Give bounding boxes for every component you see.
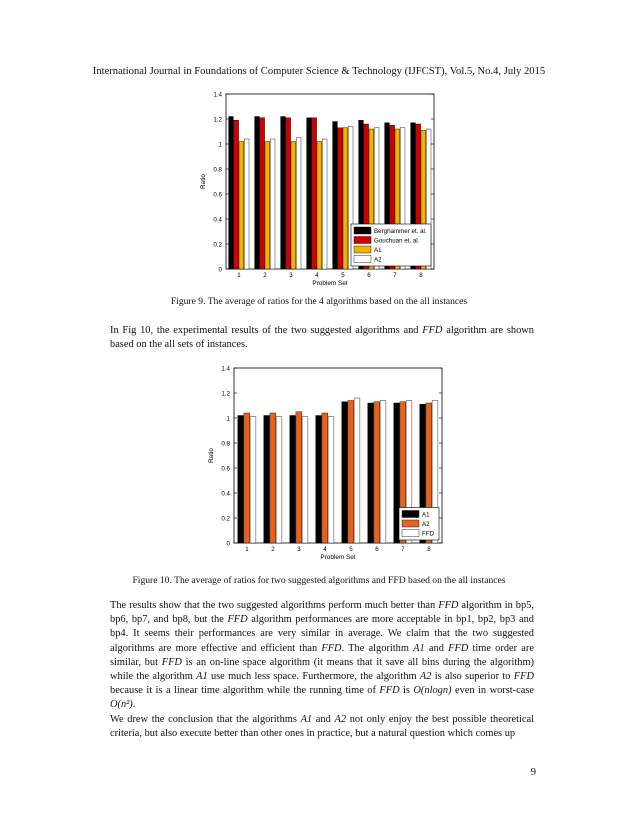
fig9-bar <box>229 117 234 270</box>
fig9-legend-label: Gouchuan et. al. <box>374 237 420 245</box>
para2-ffd1: FFD <box>438 600 459 611</box>
fig9-legend-label: A1 <box>374 247 382 254</box>
fig9-xtick-label: 5 <box>341 272 345 279</box>
fig9-ytick-label: 0.2 <box>213 241 222 249</box>
fig9-bar <box>343 128 348 269</box>
fig10-xtick-label: 7 <box>401 546 405 553</box>
figure-10-caption: Figure 10. The average of ratios for two suggested algorithms and FFD based on the all instances <box>132 575 506 586</box>
fig9-legend-swatch <box>354 246 371 253</box>
fig10-ytick-label: 0.8 <box>221 440 230 448</box>
fig10-xtick-label: 1 <box>245 546 249 553</box>
fig10-bar <box>322 413 328 543</box>
fig10-y-axis-label: Ratio <box>208 448 215 463</box>
fig10-bar <box>238 416 244 544</box>
page-number: 9 <box>530 767 536 778</box>
fig10-xtick-label: 4 <box>323 546 327 553</box>
fig10-bar <box>264 416 270 544</box>
para3-a1: A1 <box>300 714 313 725</box>
fig9-bar <box>286 118 291 269</box>
fig9-xtick-label: 4 <box>315 272 319 279</box>
journal-header: International Journal in Foundations of Computer Science & Technology (IJFCST), Vol.5, No.4, July 2015 <box>92 66 546 77</box>
fig10-xtick-label: 5 <box>349 546 353 553</box>
para2-math-nlogn: O(nlogn) <box>413 685 452 697</box>
fig9-xtick-label: 3 <box>289 272 293 279</box>
para2-ffd5: FFD <box>161 656 182 668</box>
fig9-bar <box>281 117 286 270</box>
fig9-bar <box>255 117 260 270</box>
fig10-xtick-label: 8 <box>427 546 431 553</box>
fig9-bar <box>333 122 338 270</box>
para2-ffd7: FFD <box>379 685 400 697</box>
fig10-xtick-label: 3 <box>297 546 301 553</box>
fig10-xtick-label: 2 <box>271 546 275 553</box>
para2-s11: is <box>399 685 414 697</box>
para2-s5: and <box>424 642 449 654</box>
fig9-bar <box>338 128 343 269</box>
fig10-bar <box>342 402 348 543</box>
fig9-x-axis-label: Problem Set <box>312 280 348 287</box>
para2-s2: algorithm in bp5, bp6, bp7, and bp8, but the <box>110 600 534 626</box>
fig9-xtick-label: 8 <box>419 272 423 279</box>
fig9-ytick-label: 1 <box>218 141 222 149</box>
para3-a2: A2 <box>334 714 347 725</box>
para2-s3: algorithm performances are more acceptable in bp1, bp2, bp3 and bp4. It seems their performances are very similar in average. We claim that the two suggested algorithms are more effective and efficient than <box>110 614 534 654</box>
fig10-bar <box>244 413 250 543</box>
para2-a1b: A1 <box>196 671 208 683</box>
figure-10-svg <box>198 360 448 562</box>
para2-s7: is an on-line space algorithm (it means that it save all bins during the algorithm) while the algorithm <box>110 656 534 683</box>
para1-ffd: FFD <box>422 325 443 336</box>
figure-10-chart <box>198 360 448 562</box>
fig9-legend-swatch <box>354 227 371 234</box>
fig9-bar <box>317 142 322 270</box>
para2-s10: because it is a linear time algorithm while the running time of <box>110 685 380 697</box>
fig10-legend-label: FFD <box>422 530 435 538</box>
para2-math-n2: O(n²) <box>110 699 133 711</box>
para2-s13: . <box>132 699 136 711</box>
fig9-bar <box>312 118 317 269</box>
fig10-bar <box>316 416 322 544</box>
fig10-legend-label: A1 <box>422 511 430 519</box>
para2-s9: is also superior to <box>431 671 514 683</box>
para3-s2: and <box>312 714 335 725</box>
fig10-ytick-label: 0.4 <box>221 490 230 498</box>
fig10-ytick-label: 1.2 <box>221 390 230 398</box>
fig9-bar <box>260 118 265 269</box>
fig10-bar <box>328 417 334 543</box>
fig9-bar <box>291 142 296 270</box>
fig9-bar <box>270 139 275 269</box>
para2-ffd6: FFD <box>513 671 534 683</box>
fig9-y-axis-label: Ratio <box>200 174 207 189</box>
para1-text-1: In Fig 10, the experimental results of the two suggested algorithms and <box>110 325 423 336</box>
fig10-legend-swatch <box>402 511 419 518</box>
fig9-xtick-label: 1 <box>237 272 241 279</box>
para2-ffd2: FFD <box>227 614 248 626</box>
fig9-bar <box>244 139 249 269</box>
para2-s6: time order are similar, but <box>110 642 534 668</box>
fig10-bar <box>394 403 400 543</box>
fig10-x-axis-label: Problem Set <box>320 554 356 561</box>
fig9-ytick-label: 0.6 <box>213 191 222 199</box>
fig9-bar <box>234 120 239 269</box>
para2-a1: A1 <box>413 642 425 654</box>
para1-text-2: algorithm are shown based on the all sets of instances. <box>110 325 534 351</box>
fig9-xtick-label: 6 <box>367 272 371 279</box>
fig9-legend-swatch <box>354 256 371 263</box>
fig10-legend-swatch <box>402 520 419 527</box>
fig10-bar <box>296 412 302 543</box>
fig10-bar <box>380 401 386 544</box>
fig10-ytick-label: 0 <box>226 540 230 548</box>
fig10-bar <box>276 417 282 543</box>
para2-s1: The results show that the two suggested algorithms perform much better than <box>110 600 439 611</box>
fig10-ytick-label: 1.4 <box>221 365 230 373</box>
figure-9-caption: Figure 9. The average of ratios for the 4 algorithms based on the all instances <box>170 296 468 307</box>
fig10-legend-label: A2 <box>422 521 430 528</box>
figure-9-chart <box>190 86 440 288</box>
fig10-legend-swatch <box>402 530 419 537</box>
fig10-bar <box>270 413 276 543</box>
fig10-ytick-label: 0.2 <box>221 515 230 523</box>
fig9-xtick-label: 2 <box>263 272 267 279</box>
para3-s1: We drew the conclusion that the algorithms <box>110 714 301 725</box>
fig9-ytick-label: 0.4 <box>213 216 222 224</box>
para2-s4: . The algorithm <box>341 642 414 654</box>
fig9-bar <box>307 118 312 269</box>
fig9-bar <box>296 138 301 269</box>
fig9-bar <box>239 142 244 270</box>
fig9-legend-label: Berghammer et. al. <box>374 228 427 235</box>
fig9-legend-swatch <box>354 237 371 244</box>
para3-s3: not only enjoy the best possible theoretical criteria, but also execute better than other ones in practice, but a natural question which comes up <box>110 714 534 740</box>
fig10-ytick-label: 0.6 <box>221 465 230 473</box>
fig10-bar <box>290 416 296 544</box>
fig9-ytick-label: 1.2 <box>213 116 222 124</box>
fig9-ytick-label: 0 <box>218 266 222 274</box>
fig10-bar <box>250 417 256 543</box>
para2-ffd4: FFD <box>448 642 469 654</box>
fig9-ytick-label: 0.8 <box>213 166 222 174</box>
fig10-bar <box>354 398 360 543</box>
fig9-xtick-label: 7 <box>393 272 397 279</box>
figure-9-svg <box>190 86 440 288</box>
para2-a2: A2 <box>419 671 432 683</box>
fig9-bar <box>322 139 327 269</box>
fig10-bar <box>374 402 380 543</box>
fig10-bar <box>368 403 374 543</box>
fig9-bar <box>265 142 270 270</box>
fig9-ytick-label: 1.4 <box>213 91 222 99</box>
fig10-bar <box>348 401 354 544</box>
paragraph-conclusion <box>110 713 534 741</box>
para2-s12: even in worst-case <box>451 685 534 697</box>
paragraph-results <box>110 599 534 713</box>
fig9-legend-label: A2 <box>374 256 382 264</box>
fig10-bar <box>302 417 308 543</box>
paragraph-fig10-intro <box>110 324 534 352</box>
para2-s8: use much less space. Furthermore, the algorithm <box>207 671 420 683</box>
fig10-xtick-label: 6 <box>375 546 379 553</box>
para2-ffd3: FFD <box>321 642 342 654</box>
fig10-ytick-label: 1 <box>226 415 230 423</box>
